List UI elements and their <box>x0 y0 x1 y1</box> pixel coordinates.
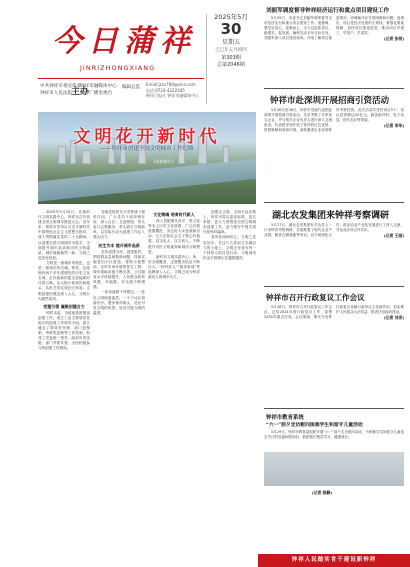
news-5-credit: (记者 陈静) <box>312 490 332 495</box>
date-weekday: 星期五 <box>221 39 240 46</box>
article-column-2 <box>93 210 145 560</box>
hero-subtitle: ——钟祥市创建全国文明城市工作纪略 <box>100 146 194 152</box>
footer-slogan-banner: 钟祥人民踏实肯干建设新钟祥 <box>258 554 410 567</box>
article-paragraph: 深入挖掘明代帝乡、楚文化等本土历史文化资源，广泛开展道德模范、身边好人评选表彰活动，大力弘扬社会主义核心价值观，以文化人、以文育人，不断提升市民文明素养和城市文明程度。 <box>148 219 200 254</box>
news-1-text: 5月29日，市委书记刘振军调度督导全市经济运行和重点项目建设工作。他强调，要坚定信心、迎难而上，全力以赴抓项目、稳增长、促发展，确保完成全年目标任务。刘振军深入项目建设现场，详细了解项目推进情况，协调解决存在的困难和问题。他指出，项目是经济发展的生命线，要强化要素保障，加快项目建设进度，推动项目早竣工、早投产、早见效。 <box>264 16 404 40</box>
sponsor-left-1: 中共钟祥市委宣传部 <box>40 84 82 89</box>
news-1-title: 刘振军调度督导钟祥经济运行和重点项目建设工作 <box>266 8 390 14</box>
hero-photo-credit: (资料图片) <box>154 159 174 164</box>
sponsor-right-2: 钟祥广播电视台 <box>80 90 113 96</box>
news-5-text: 5月29日，钟祥市教育局组织开展“六一”前夕走访慰问活动，为困难学生和留守儿童送去节日的祝福和慰问品，鼓励他们刻苦学习、健康成长。 <box>264 430 404 439</box>
hero-title: 文明花开新时代 <box>73 127 221 147</box>
news-4-body <box>264 305 404 405</box>
news-4-text: 5月28日，钟祥市召开行政复议工作会议，总结2024年度行政复议工作，部署2025年重点任务。会议强调，要充分发挥行政复议化解行政争议主渠道作用，切实维护人民群众合法权益，推进法治政府建设。 <box>264 305 404 319</box>
news-3-text: 5月27日，湖北农发集团有关负责人一行来钟祥考察调研，实地察看了现代农业产业园、粮食仓储基地等项目。双方就深化合作、推动农业产业化发展进行了深入交流，并达成多项合作共识。 <box>264 223 404 237</box>
masthead-divider <box>38 78 204 79</box>
article-subhead: 文化铸魂 培育时代新人 <box>153 212 195 217</box>
section-divider <box>264 286 404 287</box>
date-lunar: 乙巳年五月初四 <box>215 48 247 53</box>
article-paragraph: 2025年5月20日，在新时代文明实践中心，钟祥市召开创建全国文明城市推进大会。近年来，钟祥市坚持以习近平新时代中国特色社会主义思想为指导，深入贯彻落实党的二十大精神，以创建全国文明城市为抓手，全面提升城市品质和市民文明素质，城市面貌焕然一新，文明之花处处绽放。 <box>38 210 90 260</box>
news-3-title: 湖北农发集团来钟祥考察调研 <box>272 211 390 221</box>
river <box>38 158 256 203</box>
building <box>82 150 91 164</box>
article-paragraph: 一条条道路干净整洁，一处处公园绿意盎然，一个个社区和谐有序。漫步钟祥街头，处处可见文明的风景，处处可感文明的温度。 <box>93 290 145 315</box>
news-1-credit: (记者 张明) <box>384 36 404 41</box>
news-2-body <box>264 108 404 198</box>
article-paragraph: 新时代文明实践中心、所、站全面覆盖，志愿服务队伍不断壮大，“钟祥好人”“最美家庭”等品牌深入人心，文明已成为钟祥最动人的城市名片。 <box>148 254 200 280</box>
article-paragraph: 创建无止境，文明永远在路上。钟祥市将以更高标准、更实举措、更大力度推进全国文明城市创建工作，奋力谱写中国式现代化钟祥篇章。 <box>203 210 256 235</box>
article-paragraph: 各级党组织充分发挥战斗堡垒作用，广大党员干部冲锋在前，深入社区、走进网格，带头参与志愿服务，带头践行文明新风，以实际行动为创建工作注入强大动力。 <box>93 210 145 240</box>
news-5-title: 钟祥市教育系统 <box>266 415 304 421</box>
contact-info <box>146 82 199 99</box>
sponsor-left-2: 钟祥市人民法院 <box>40 90 73 96</box>
date-year-month: 2025年5月 <box>214 13 248 21</box>
sponsor-right-1: 钟祥市融媒体中心 <box>80 84 117 89</box>
news-4-credit: (记者 刘洋) <box>384 315 404 320</box>
news-3-body <box>264 223 404 281</box>
article-subhead: 民生为本 提升城市品质 <box>98 242 140 248</box>
newspaper-pinyin: JINRIZHONGXIANG <box>80 64 156 72</box>
hero-photo <box>38 112 256 204</box>
date-day: 30 <box>220 20 242 38</box>
news-5-subtitle: “六一”前夕走访慰问困难学生和留守儿童活动 <box>266 422 363 428</box>
section-divider <box>264 88 404 89</box>
article-paragraph: 文明是一座城市的底色，也是一座城市的灵魂。钟祥，这座拥有两千多年建城史的历史文化名城，正以崭新的姿态迎接新时代的召唤。从大街小巷到田间地头，从机关单位到社区家庭，文明创建的理念深入人心，文明行为蔚然成风。 <box>38 260 90 301</box>
article-paragraph: 钟祥市委、市政府高度重视创建工作，成立了由主要领导任组长的创建工作领导小组，建立健全了领导责任制、部门包保制、考核奖惩制等工作机制，形成了党委统一领导、政府负责实施、部门齐抓共管、全民积极参与的创建工作格局。 <box>38 310 90 351</box>
issue-number: 第303期 <box>221 55 241 61</box>
news-2-text: 5月26日至28日，钟祥市党政代表团赴深圳开展招商引资活动，先后考察了多家知名企业，并与相关企业负责人进行深入交流座谈。代表团详细介绍了钟祥的区位优势、资源禀赋和营商环境，诚挚邀请企业家到钟祥考察投资。此次活动共签约项目5个，协议投资额达32亿元，涵盖新材料、电子信息、现代农业等领域。 <box>264 108 404 132</box>
news-5-body <box>264 430 404 450</box>
section-divider <box>264 408 404 409</box>
article-column-4 <box>203 210 256 560</box>
editor-label: 编辑总监 <box>122 85 140 90</box>
news-4-title: 钟祥市召开行政复议工作会议 <box>266 293 365 302</box>
contact-email: Email:jzzx789@sina.com <box>146 82 196 87</box>
article-column-1 <box>38 210 90 560</box>
sponsor-label: 主办 <box>71 87 90 97</box>
contact-org: 钟祥日报社 钟祥市融媒体中心 <box>146 93 200 98</box>
newspaper-logo: 今日蒲祥 <box>52 24 196 59</box>
news-3-credit: (记者 王刚) <box>384 233 404 238</box>
date-block <box>204 12 258 69</box>
news-1-body <box>264 16 404 84</box>
sponsor-right <box>80 84 117 97</box>
contact-phone: 电话:0724-4222345 <box>146 87 185 93</box>
article-paragraph: 春风化雨润民心，文明之花处处开。在这片古老而又充满活力的土地上，文明正在成为每一个钟祥人的自觉行动，文明城市的金字招牌正在越擦越亮。 <box>203 235 256 260</box>
masthead <box>0 0 258 112</box>
news-2-credit: (记者 李华) <box>384 123 404 128</box>
news-5-photo <box>264 452 404 486</box>
article-paragraph: 坚持创建为民、创建惠民，围绕群众急难愁盼问题，持续实施老旧小区改造、背街小巷整治、农贸市场升级等民生工程，城市基础设施不断完善，公共服务水平持续提升，人民群众的获得感、幸福感、安全感不断增强。 <box>93 249 145 290</box>
total-issue-number: 总第2046期 <box>217 62 245 68</box>
article-column-3 <box>148 210 200 560</box>
news-2-title: 钟祥市赴深圳开展招商引资活动 <box>270 96 390 106</box>
news-5-body-continued <box>264 490 404 550</box>
section-divider <box>264 202 404 203</box>
article-subhead: 党建引领 凝聚创建合力 <box>43 303 85 309</box>
